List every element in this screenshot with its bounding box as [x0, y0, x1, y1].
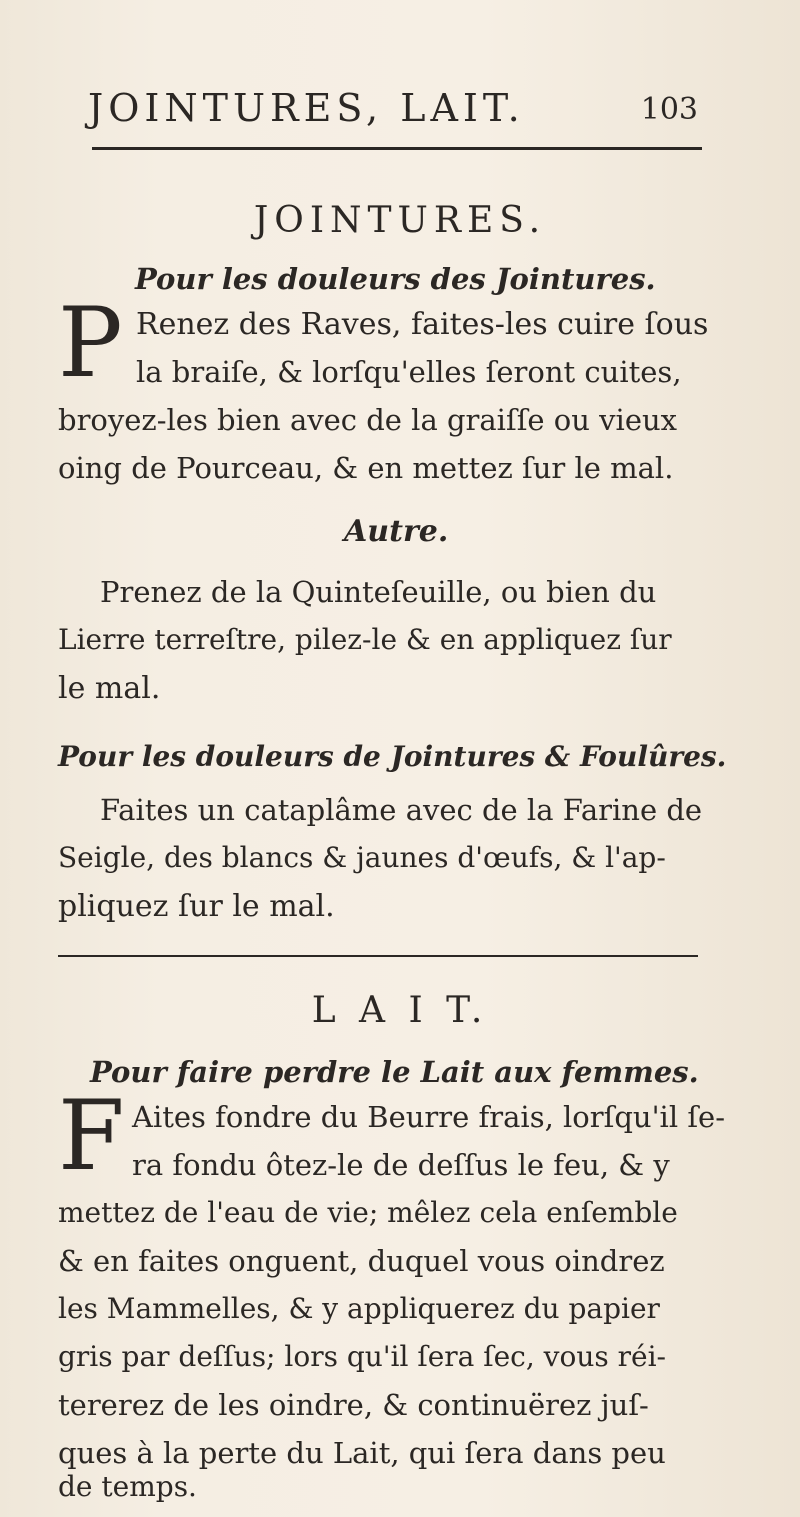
text-line: & en faites onguent, duquel vous oindrez: [58, 1244, 665, 1278]
text-line: Seigle, des blancs & jaunes d'œufs, & l'ap-: [58, 841, 666, 874]
header-rule: [92, 147, 702, 150]
running-head-title: JOINTURES, LAIT.: [88, 86, 525, 130]
text-line: ques à la perte du Lait, qui ſera dans peu: [58, 1436, 666, 1470]
page-number: 103: [640, 92, 698, 127]
text-line: broyez-les bien avec de la graiſſe ou vieux: [58, 403, 678, 437]
running-head: [88, 86, 698, 136]
text-line: de temps.: [58, 1470, 197, 1503]
text-line: Renez des Raves, faites-les cuire ſous: [136, 307, 709, 342]
text-line: Prenez de la Quinteſeuille, ou bien du: [100, 575, 657, 609]
section-title-jointures: JOINTURES.: [253, 200, 547, 241]
text-line: tererez de les oindre, & continuërez juſ-: [58, 1388, 649, 1422]
text-line: Aites fondre du Beurre frais, lorſqu'il ſe-: [132, 1100, 726, 1134]
recipe-heading: Autre.: [344, 514, 449, 549]
text-line: Faites un cataplâme avec de la Farine de: [100, 793, 703, 827]
recipe-heading: Pour faire perdre le Lait aux femmes.: [90, 1055, 699, 1089]
text-line: ra fondu ôtez-le de deſſus le feu, & y: [132, 1148, 670, 1182]
text-line: pliquez ſur le mal.: [58, 889, 335, 924]
text-line: le mal.: [58, 671, 161, 706]
drop-cap: P: [58, 287, 123, 399]
text-line: la braiſe, & lorſqu'elles ſeront cuites,: [136, 355, 682, 389]
section-divider: [58, 955, 698, 957]
text-line: gris par deſſus; lors qu'il ſera ſec, vous réi-: [58, 1340, 667, 1373]
recipe-heading: Pour les douleurs des Jointures.: [135, 262, 656, 296]
text-line: Lierre terreſtre, pilez-le & en appliquez ſur: [58, 623, 672, 656]
text-line: mettez de l'eau de vie; mêlez cela enſemble: [58, 1196, 678, 1229]
text-line: oing de Pourceau, & en mettez ſur le mal.: [58, 451, 674, 485]
drop-cap: F: [58, 1080, 125, 1192]
text-line: les Mammelles, & y appliquerez du papier: [58, 1292, 660, 1325]
recipe-heading: Pour les douleurs de Jointures & Foulûres.: [58, 740, 727, 773]
section-title-lait: L A I T.: [311, 990, 489, 1031]
